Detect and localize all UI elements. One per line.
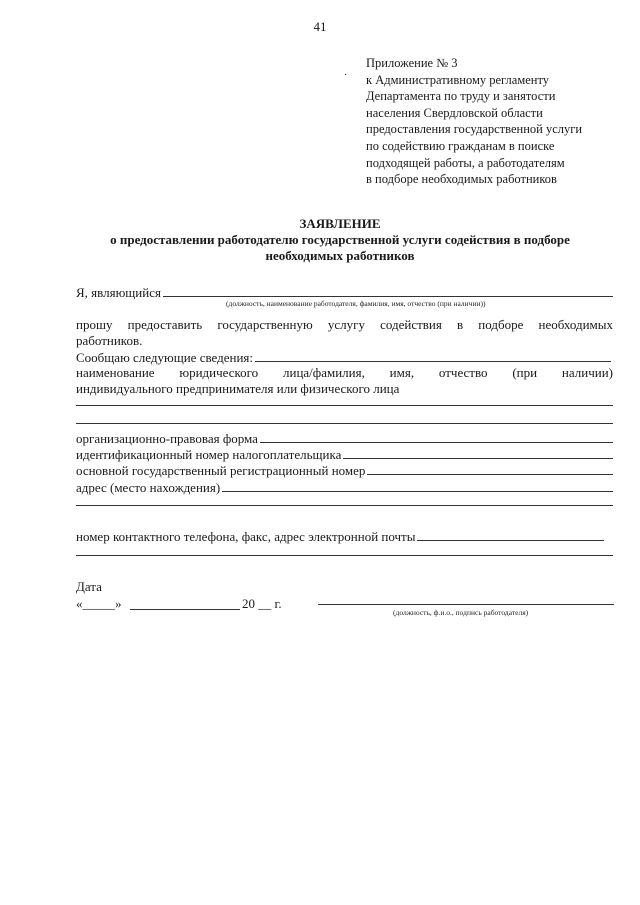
entity-name-label: индивидуального предпринимателя или физического лица [76,381,400,396]
applicant-caption: (должность, наименование работодателя, фамилия, имя, отчество (при наличии)) [226,299,486,308]
org-form-label: организационно-правовая форма [76,431,258,446]
ogrn-label: основной государственный регистрационный номер [76,463,366,478]
title-subline: необходимых работников [265,248,415,263]
info-row [76,349,611,366]
appendix-line: населения Свердловской области [366,105,543,120]
address-label: адрес (место нахождения) [76,480,221,495]
inn-label: идентификационный номер налогоплательщика [76,447,342,462]
date-label: Дата [76,579,102,594]
contacts-field[interactable] [417,528,604,541]
info-field[interactable] [255,349,611,362]
document-title [0,216,640,264]
signature-caption: (должность, ф.и.о., подпись работодателя) [393,608,529,617]
appendix-line: к Административному регламенту [366,72,550,87]
scan-dot: · [344,70,348,81]
page-number: 41 [313,19,327,34]
title-subline: о предоставлении работодателю государственной услуги содействия в подборе [110,232,570,247]
contacts-field-extra[interactable] [76,555,613,556]
address-field-extra[interactable] [76,505,613,506]
info-label: Сообщаю следующие сведения: [76,350,254,365]
appendix-line: Департамента по труду и занятости [366,89,556,104]
contacts-label: номер контактного телефона, факс, адрес электронной почты [76,529,416,544]
entity-name-field[interactable] [76,423,613,424]
inn-row [76,446,613,463]
title-heading: ЗАЯВЛЕНИЕ [299,216,381,231]
request-text-line: прошу предоставить государственную услугу содействия в подборе необходимых [76,317,613,332]
address-row [76,479,613,496]
appendix-line: Приложение № 3 [366,56,458,70]
contacts-row [76,528,604,545]
applicant-label: Я, являющийся [76,285,161,300]
org-form-row [76,430,613,447]
inn-field[interactable] [343,446,613,459]
entity-name-label: наименование юридического лица/фамилия, имя, отчество (при наличии) [76,365,613,380]
appendix-line: по содействию гражданам в поиске [366,138,555,153]
appendix-line: предоставления государственной услуги [366,122,583,137]
request-text-line: работников. [76,333,143,348]
appendix-line: в подборе необходимых работников [366,172,557,187]
date-day-field[interactable]: «_____» [76,596,122,611]
appendix-header [366,55,636,188]
ogrn-field[interactable] [367,462,613,475]
ogrn-row [76,462,613,479]
address-field[interactable] [222,479,613,492]
appendix-line: подходящей работы, а работодателям [366,155,565,170]
signature-field[interactable] [318,604,614,605]
date-year: 20 __ г. [242,596,282,611]
date-month-field[interactable] [130,609,240,610]
applicant-field[interactable] [163,284,613,297]
entity-name-field[interactable] [76,405,613,406]
org-form-field[interactable] [260,430,613,443]
